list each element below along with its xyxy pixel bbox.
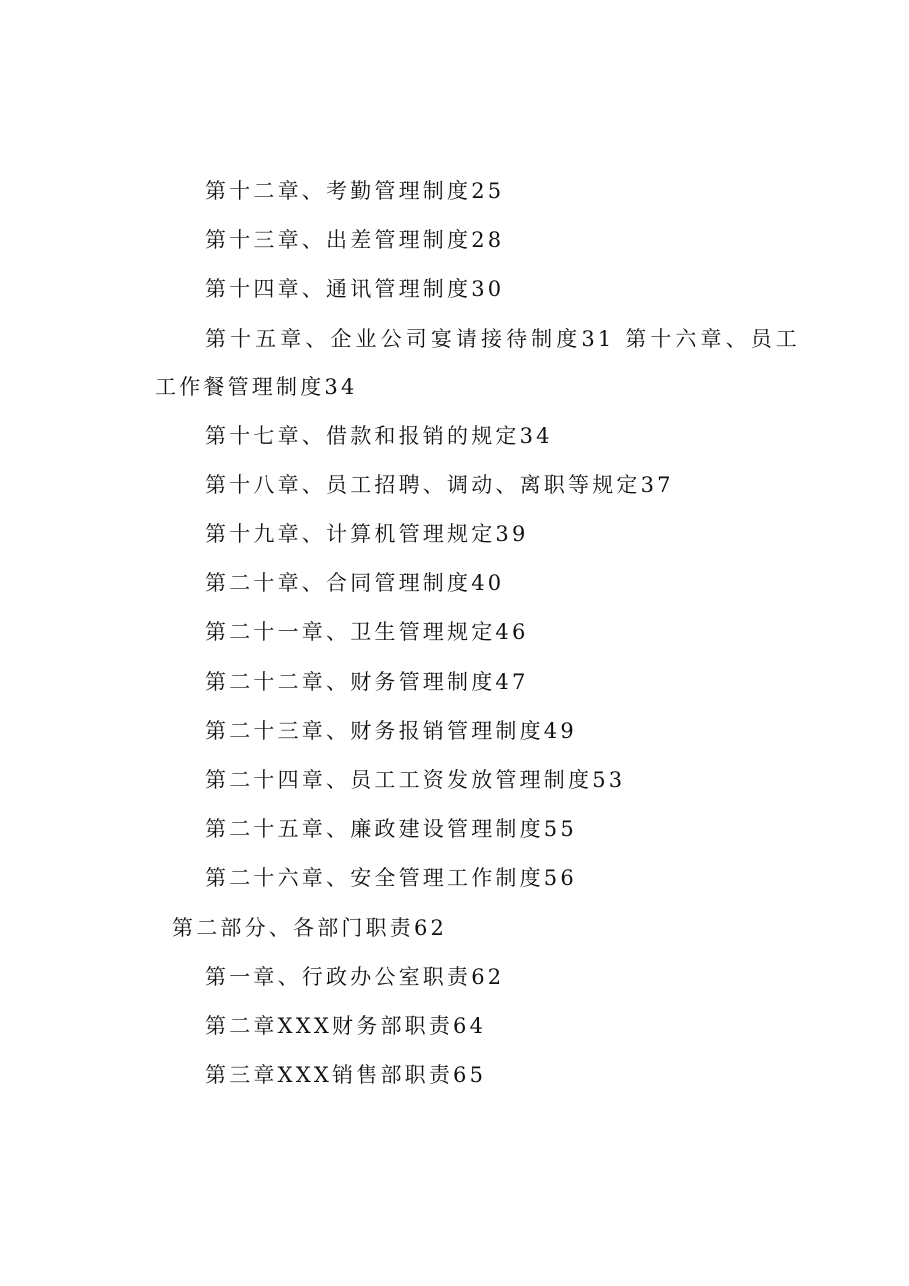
toc-entry-chapter-20: 第二十章、合同管理制度40 (205, 571, 505, 596)
toc-entry-chapter-26: 第二十六章、安全管理工作制度56 (205, 866, 577, 891)
toc-entry-chapter-15-16: 第十五章、企业公司宴请接待制度31 第十六章、员工工作餐管理制度34 (155, 326, 800, 399)
toc-entry-part2-chapter-3: 第三章XXX销售部职责65 (205, 1063, 487, 1088)
toc-entry-chapter-12: 第十二章、考勤管理制度25 (205, 179, 505, 203)
toc-entry-chapter-21: 第二十一章、卫生管理规定46 (205, 620, 529, 645)
toc-entry-chapter-25: 第二十五章、廉政建设管理制度55 (205, 817, 577, 842)
toc-entry-chapter-22: 第二十二章、财务管理制度47 (205, 669, 529, 694)
table-of-contents (155, 167, 800, 1100)
toc-entry-chapter-18: 第十八章、员工招聘、调动、离职等规定37 (205, 472, 674, 497)
toc-entry-part2-chapter-2: 第二章XXX财务部职责64 (205, 1014, 487, 1039)
toc-entry-part-2: 第二部分、各部门职责62 (172, 915, 448, 940)
toc-entry-chapter-14: 第十四章、通讯管理制度30 (205, 277, 505, 302)
toc-entry-chapter-19: 第十九章、计算机管理规定39 (205, 522, 529, 547)
toc-entry-part2-chapter-1: 第一章、行政办公室职责62 (205, 964, 505, 989)
toc-entry-chapter-24: 第二十四章、员工工资发放管理制度53 (205, 768, 626, 793)
toc-entry-chapter-13: 第十三章、出差管理制度28 (205, 228, 505, 253)
toc-entry-chapter-17: 第十七章、借款和报销的规定34 (205, 423, 553, 448)
toc-entry-chapter-23: 第二十三章、财务报销管理制度49 (205, 718, 577, 743)
